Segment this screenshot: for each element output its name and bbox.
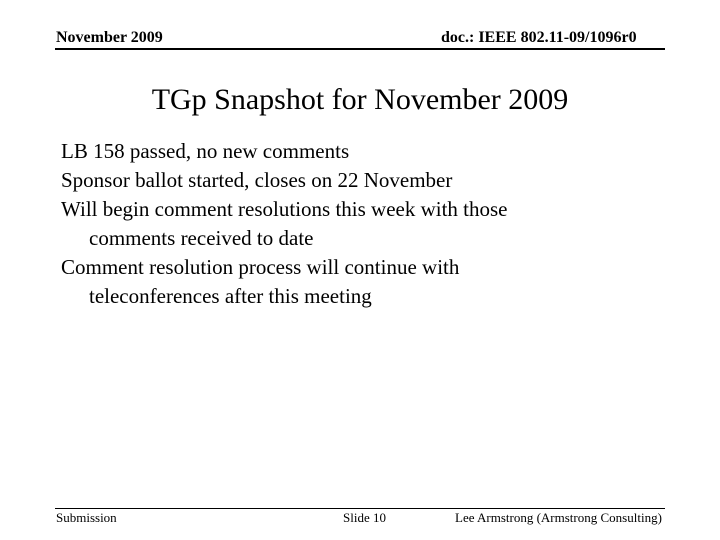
header-divider	[55, 48, 665, 50]
footer-divider	[55, 508, 665, 509]
header-date: November 2009	[56, 29, 163, 46]
bullet-line: comments received to date	[89, 226, 314, 250]
bullet-line: Sponsor ballot started, closes on 22 November	[61, 168, 453, 192]
footer-submission: Submission	[56, 510, 117, 525]
bullet-item	[61, 195, 661, 253]
bullet-line: LB 158 passed, no new comments	[61, 139, 350, 163]
header-doc-id: doc.: IEEE 802.11-09/1096r0	[441, 29, 637, 46]
bullet-line: Comment resolution process will continue with	[61, 255, 460, 279]
bullet-item	[61, 166, 661, 195]
bullet-list	[61, 137, 661, 311]
bullet-line: teleconferences after this meeting	[89, 284, 372, 308]
bullet-line: Will begin comment resolutions this week with those	[61, 197, 508, 221]
footer-author: Lee Armstrong (Armstrong Consulting)	[455, 510, 662, 525]
slide-title: TGp Snapshot for November 2009	[151, 83, 569, 116]
bullet-item	[61, 253, 661, 311]
bullet-item	[61, 137, 661, 166]
footer-slide-number: Slide 10	[343, 510, 386, 525]
